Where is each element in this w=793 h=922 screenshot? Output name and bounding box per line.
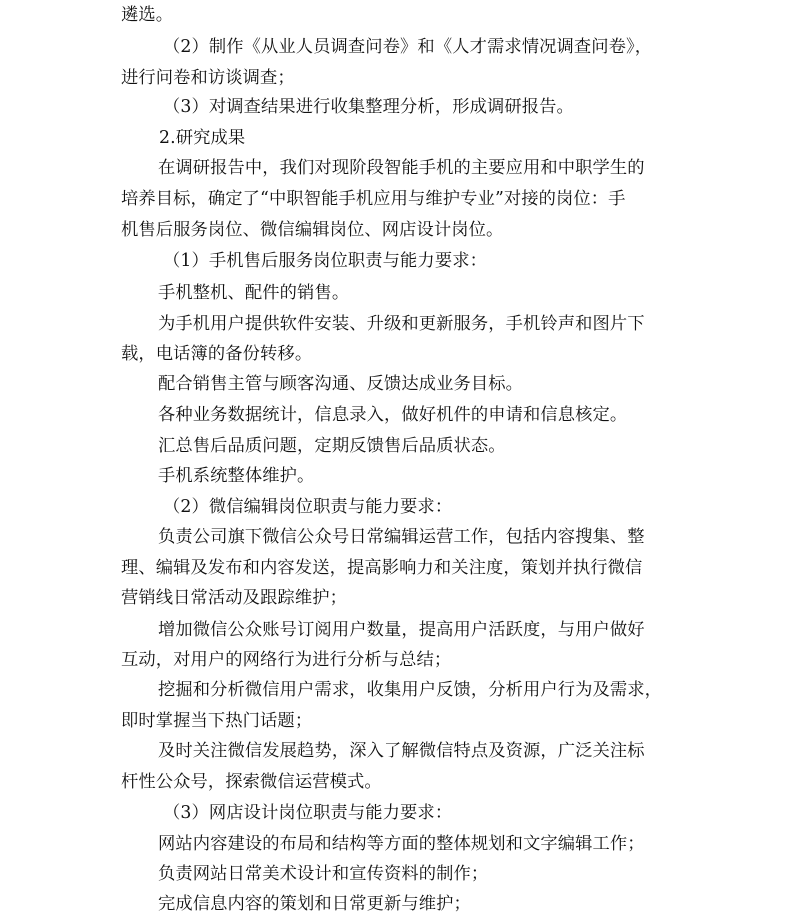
text-line: 负责网站日常美术设计和宣传资料的制作； <box>158 864 489 884</box>
text-line: 负责公司旗下微信公众号日常编辑运营工作，包括内容搜集、整 <box>158 527 645 547</box>
text-line: 挖掘和分析微信用户需求，收集用户反馈，分析用户行为及需求， <box>158 680 663 700</box>
text-line: 杆性公众号，探索微信运营模式。 <box>121 772 382 792</box>
text-line: 进行问卷和访谈调查； <box>121 68 295 88</box>
text-line: 遴选。 <box>121 5 174 25</box>
subheading: （3）网店设计岗位职责与能力要求： <box>163 803 453 823</box>
text-line: 手机系统整体维护。 <box>158 466 315 486</box>
subheading: （1）手机售后服务岗位职责与能力要求： <box>163 251 487 271</box>
text-line: 营销线日常活动及跟踪维护； <box>121 588 347 608</box>
text-line: 增加微信公众账号订阅用户数量，提高用户活跃度，与用户做好 <box>158 620 645 640</box>
text-line: 网站内容建设的布局和结构等方面的整体规划和文字编辑工作； <box>158 834 645 854</box>
subheading: （2）微信编辑岗位职责与能力要求： <box>163 497 453 517</box>
text-line: 手机整机、配件的销售。 <box>158 283 350 303</box>
text-line: 培养目标，确定了“中职智能手机应用与维护专业”对接的岗位：手 <box>121 189 626 209</box>
text-line: 在调研报告中，我们对现阶段智能手机的主要应用和中职学生的 <box>158 158 645 178</box>
text-line: 理、编辑及发布和内容发送，提高影响力和关注度，策划并执行微信 <box>121 558 643 578</box>
text-line: 各种业务数据统计，信息录入，做好机件的申请和信息核定。 <box>158 405 628 425</box>
text-line: 机售后服务岗位、微信编辑岗位、网店设计岗位。 <box>121 220 504 240</box>
text-line: 互动，对用户的网络行为进行分析与总结； <box>121 650 452 670</box>
text-line: （3）对调查结果进行收集整理分析，形成调研报告。 <box>163 97 574 117</box>
text-line: 配合销售主管与顾客沟通、反馈达成业务目标。 <box>158 374 524 394</box>
text-line: 汇总售后品质问题，定期反馈售后品质状态。 <box>158 436 506 456</box>
text-line: （2）制作《从业人员调查问卷》和《人才需求情况调查问卷》， <box>163 37 653 57</box>
text-line: 载，电话簿的备份转移。 <box>121 344 313 364</box>
text-line: 为手机用户提供软件安装、升级和更新服务，手机铃声和图片下 <box>158 314 645 334</box>
text-line: 及时关注微信发展趋势，深入了解微信特点及资源，广泛关注标 <box>158 741 645 761</box>
section-heading: 2.研究成果 <box>159 128 246 148</box>
text-line: 完成信息内容的策划和日常更新与维护； <box>158 894 471 914</box>
text-line: 即时掌握当下热门话题； <box>121 711 313 731</box>
